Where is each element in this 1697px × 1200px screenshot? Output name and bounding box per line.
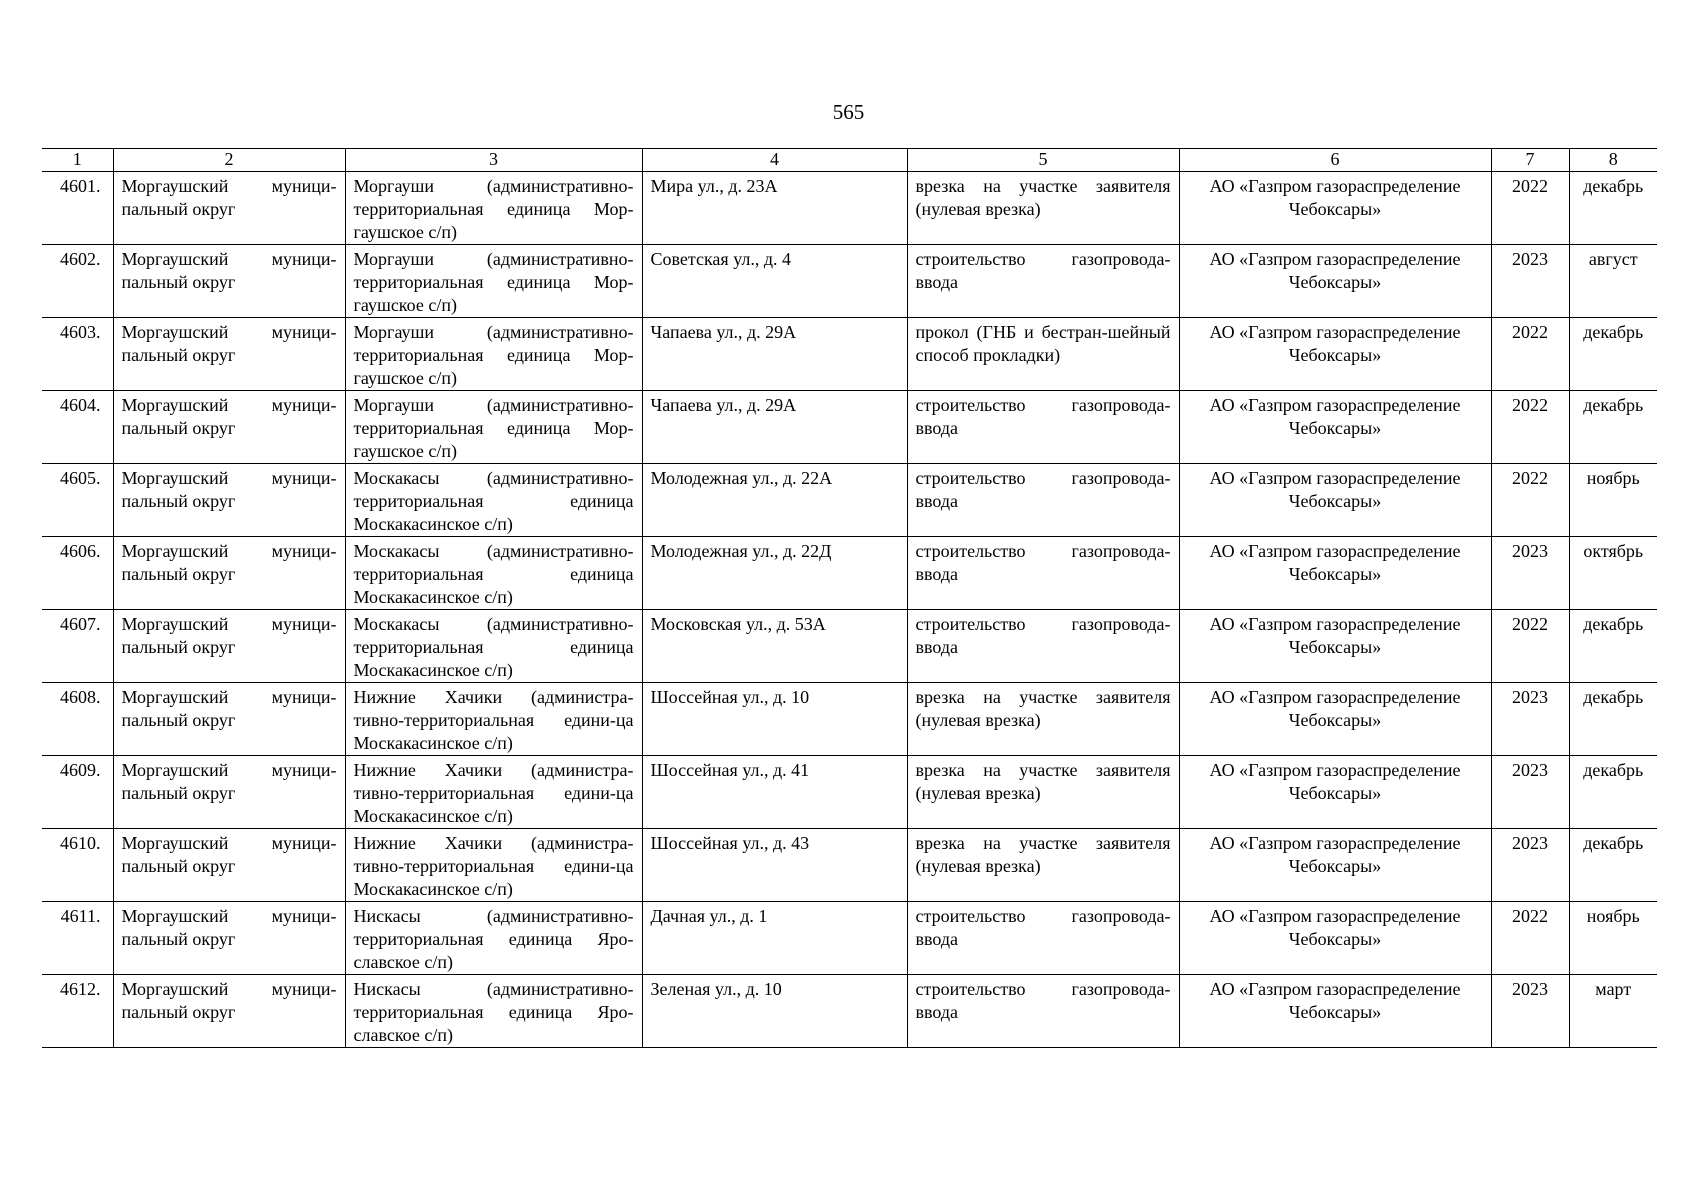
column-header: 5 bbox=[907, 149, 1179, 172]
year-cell: 2022 bbox=[1491, 610, 1569, 683]
column-header: 4 bbox=[642, 149, 907, 172]
address-cell: Московская ул., д. 53А bbox=[642, 610, 907, 683]
address-cell: Чапаева ул., д. 29А bbox=[642, 391, 907, 464]
month-cell: декабрь bbox=[1569, 683, 1657, 756]
month-cell: ноябрь bbox=[1569, 902, 1657, 975]
month-cell: декабрь bbox=[1569, 610, 1657, 683]
organization-cell: АО «Газпром газораспределение Чебоксары» bbox=[1179, 975, 1491, 1048]
settlement-cell: Нискасы (административно-территориальная единица Яро-славское с/п) bbox=[345, 975, 642, 1048]
row-number: 4604. bbox=[42, 391, 113, 464]
settlement-cell: Москакасы (административно-территориальная единица Москакасинское с/п) bbox=[345, 537, 642, 610]
organization-cell: АО «Газпром газораспределение Чебоксары» bbox=[1179, 464, 1491, 537]
address-cell: Молодежная ул., д. 22А bbox=[642, 464, 907, 537]
column-header: 6 bbox=[1179, 149, 1491, 172]
row-number: 4609. bbox=[42, 756, 113, 829]
table-row bbox=[42, 172, 1657, 245]
work-type-cell: прокол (ГНБ и бестран-шейный способ прокладки) bbox=[907, 318, 1179, 391]
organization-cell: АО «Газпром газораспределение Чебоксары» bbox=[1179, 318, 1491, 391]
address-cell: Молодежная ул., д. 22Д bbox=[642, 537, 907, 610]
table-body bbox=[42, 172, 1657, 1048]
year-cell: 2022 bbox=[1491, 318, 1569, 391]
organization-cell: АО «Газпром газораспределение Чебоксары» bbox=[1179, 829, 1491, 902]
month-cell: декабрь bbox=[1569, 172, 1657, 245]
address-cell: Шоссейная ул., д. 10 bbox=[642, 683, 907, 756]
organization-cell: АО «Газпром газораспределение Чебоксары» bbox=[1179, 245, 1491, 318]
settlement-cell: Москакасы (административно-территориальная единица Москакасинское с/п) bbox=[345, 610, 642, 683]
table-row bbox=[42, 537, 1657, 610]
month-cell: август bbox=[1569, 245, 1657, 318]
row-number: 4602. bbox=[42, 245, 113, 318]
year-cell: 2023 bbox=[1491, 245, 1569, 318]
column-header: 2 bbox=[113, 149, 345, 172]
organization-cell: АО «Газпром газораспределение Чебоксары» bbox=[1179, 391, 1491, 464]
organization-cell: АО «Газпром газораспределение Чебоксары» bbox=[1179, 172, 1491, 245]
address-cell: Дачная ул., д. 1 bbox=[642, 902, 907, 975]
organization-cell: АО «Газпром газораспределение Чебоксары» bbox=[1179, 610, 1491, 683]
settlement-cell: Нижние Хачики (администра-тивно-территориальная едини-ца Москакасинское с/п) bbox=[345, 756, 642, 829]
settlement-cell: Нискасы (административно-территориальная единица Яро-славское с/п) bbox=[345, 902, 642, 975]
row-number: 4605. bbox=[42, 464, 113, 537]
year-cell: 2022 bbox=[1491, 172, 1569, 245]
header-row bbox=[42, 149, 1657, 172]
address-cell: Чапаева ул., д. 29А bbox=[642, 318, 907, 391]
row-number: 4611. bbox=[42, 902, 113, 975]
settlement-cell: Моргауши (административно-территориальная единица Мор-гаушское с/п) bbox=[345, 318, 642, 391]
data-table bbox=[42, 148, 1657, 1048]
column-header: 3 bbox=[345, 149, 642, 172]
year-cell: 2023 bbox=[1491, 975, 1569, 1048]
table-row bbox=[42, 902, 1657, 975]
address-cell: Советская ул., д. 4 bbox=[642, 245, 907, 318]
district-cell: Моргаушский муници-пальный округ bbox=[113, 318, 345, 391]
page-number: 565 bbox=[832, 100, 865, 124]
settlement-cell: Моргауши (административно-территориальная единица Мор-гаушское с/п) bbox=[345, 245, 642, 318]
table-row bbox=[42, 975, 1657, 1048]
organization-cell: АО «Газпром газораспределение Чебоксары» bbox=[1179, 902, 1491, 975]
month-cell: декабрь bbox=[1569, 391, 1657, 464]
work-type-cell: врезка на участке заявителя (нулевая врезка) bbox=[907, 756, 1179, 829]
district-cell: Моргаушский муници-пальный округ bbox=[113, 537, 345, 610]
work-type-cell: строительство газопровода-ввода bbox=[907, 391, 1179, 464]
district-cell: Моргаушский муници-пальный округ bbox=[113, 756, 345, 829]
column-header: 1 bbox=[42, 149, 113, 172]
table-row bbox=[42, 464, 1657, 537]
organization-cell: АО «Газпром газораспределение Чебоксары» bbox=[1179, 683, 1491, 756]
district-cell: Моргаушский муници-пальный округ bbox=[113, 391, 345, 464]
district-cell: Моргаушский муници-пальный округ bbox=[113, 464, 345, 537]
settlement-cell: Моргауши (административно-территориальная единица Мор-гаушское с/п) bbox=[345, 172, 642, 245]
row-number: 4608. bbox=[42, 683, 113, 756]
district-cell: Моргаушский муници-пальный округ bbox=[113, 245, 345, 318]
district-cell: Моргаушский муници-пальный округ bbox=[113, 610, 345, 683]
address-cell: Зеленая ул., д. 10 bbox=[642, 975, 907, 1048]
table-row bbox=[42, 318, 1657, 391]
year-cell: 2022 bbox=[1491, 464, 1569, 537]
month-cell: март bbox=[1569, 975, 1657, 1048]
work-type-cell: врезка на участке заявителя (нулевая врезка) bbox=[907, 829, 1179, 902]
table-row bbox=[42, 245, 1657, 318]
district-cell: Моргаушский муници-пальный округ bbox=[113, 172, 345, 245]
address-cell: Шоссейная ул., д. 41 bbox=[642, 756, 907, 829]
work-type-cell: строительство газопровода-ввода bbox=[907, 245, 1179, 318]
district-cell: Моргаушский муници-пальный округ bbox=[113, 829, 345, 902]
district-cell: Моргаушский муници-пальный округ bbox=[113, 902, 345, 975]
month-cell: ноябрь bbox=[1569, 464, 1657, 537]
work-type-cell: строительство газопровода-ввода bbox=[907, 975, 1179, 1048]
row-number: 4606. bbox=[42, 537, 113, 610]
address-cell: Мира ул., д. 23А bbox=[642, 172, 907, 245]
column-header: 8 bbox=[1569, 149, 1657, 172]
row-number: 4612. bbox=[42, 975, 113, 1048]
table-row bbox=[42, 610, 1657, 683]
work-type-cell: врезка на участке заявителя (нулевая врезка) bbox=[907, 172, 1179, 245]
organization-cell: АО «Газпром газораспределение Чебоксары» bbox=[1179, 537, 1491, 610]
district-cell: Моргаушский муници-пальный округ bbox=[113, 975, 345, 1048]
row-number: 4610. bbox=[42, 829, 113, 902]
work-type-cell: строительство газопровода-ввода bbox=[907, 902, 1179, 975]
column-header: 7 bbox=[1491, 149, 1569, 172]
year-cell: 2023 bbox=[1491, 829, 1569, 902]
table-row bbox=[42, 683, 1657, 756]
table-row bbox=[42, 829, 1657, 902]
settlement-cell: Нижние Хачики (администра-тивно-территориальная едини-ца Москакасинское с/п) bbox=[345, 683, 642, 756]
work-type-cell: строительство газопровода-ввода bbox=[907, 537, 1179, 610]
row-number: 4601. bbox=[42, 172, 113, 245]
settlement-cell: Моргауши (административно-территориальная единица Мор-гаушское с/п) bbox=[345, 391, 642, 464]
month-cell: декабрь bbox=[1569, 756, 1657, 829]
settlement-cell: Нижние Хачики (администра-тивно-территориальная едини-ца Москакасинское с/п) bbox=[345, 829, 642, 902]
month-cell: декабрь bbox=[1569, 829, 1657, 902]
year-cell: 2022 bbox=[1491, 902, 1569, 975]
year-cell: 2023 bbox=[1491, 537, 1569, 610]
month-cell: октябрь bbox=[1569, 537, 1657, 610]
year-cell: 2023 bbox=[1491, 683, 1569, 756]
month-cell: декабрь bbox=[1569, 318, 1657, 391]
row-number: 4603. bbox=[42, 318, 113, 391]
table-header bbox=[42, 149, 1657, 172]
work-type-cell: строительство газопровода-ввода bbox=[907, 464, 1179, 537]
table-row bbox=[42, 391, 1657, 464]
row-number: 4607. bbox=[42, 610, 113, 683]
work-type-cell: врезка на участке заявителя (нулевая врезка) bbox=[907, 683, 1179, 756]
year-cell: 2023 bbox=[1491, 756, 1569, 829]
work-type-cell: строительство газопровода-ввода bbox=[907, 610, 1179, 683]
year-cell: 2022 bbox=[1491, 391, 1569, 464]
district-cell: Моргаушский муници-пальный округ bbox=[113, 683, 345, 756]
table-row bbox=[42, 756, 1657, 829]
organization-cell: АО «Газпром газораспределение Чебоксары» bbox=[1179, 756, 1491, 829]
settlement-cell: Москакасы (административно-территориальная единица Москакасинское с/п) bbox=[345, 464, 642, 537]
address-cell: Шоссейная ул., д. 43 bbox=[642, 829, 907, 902]
